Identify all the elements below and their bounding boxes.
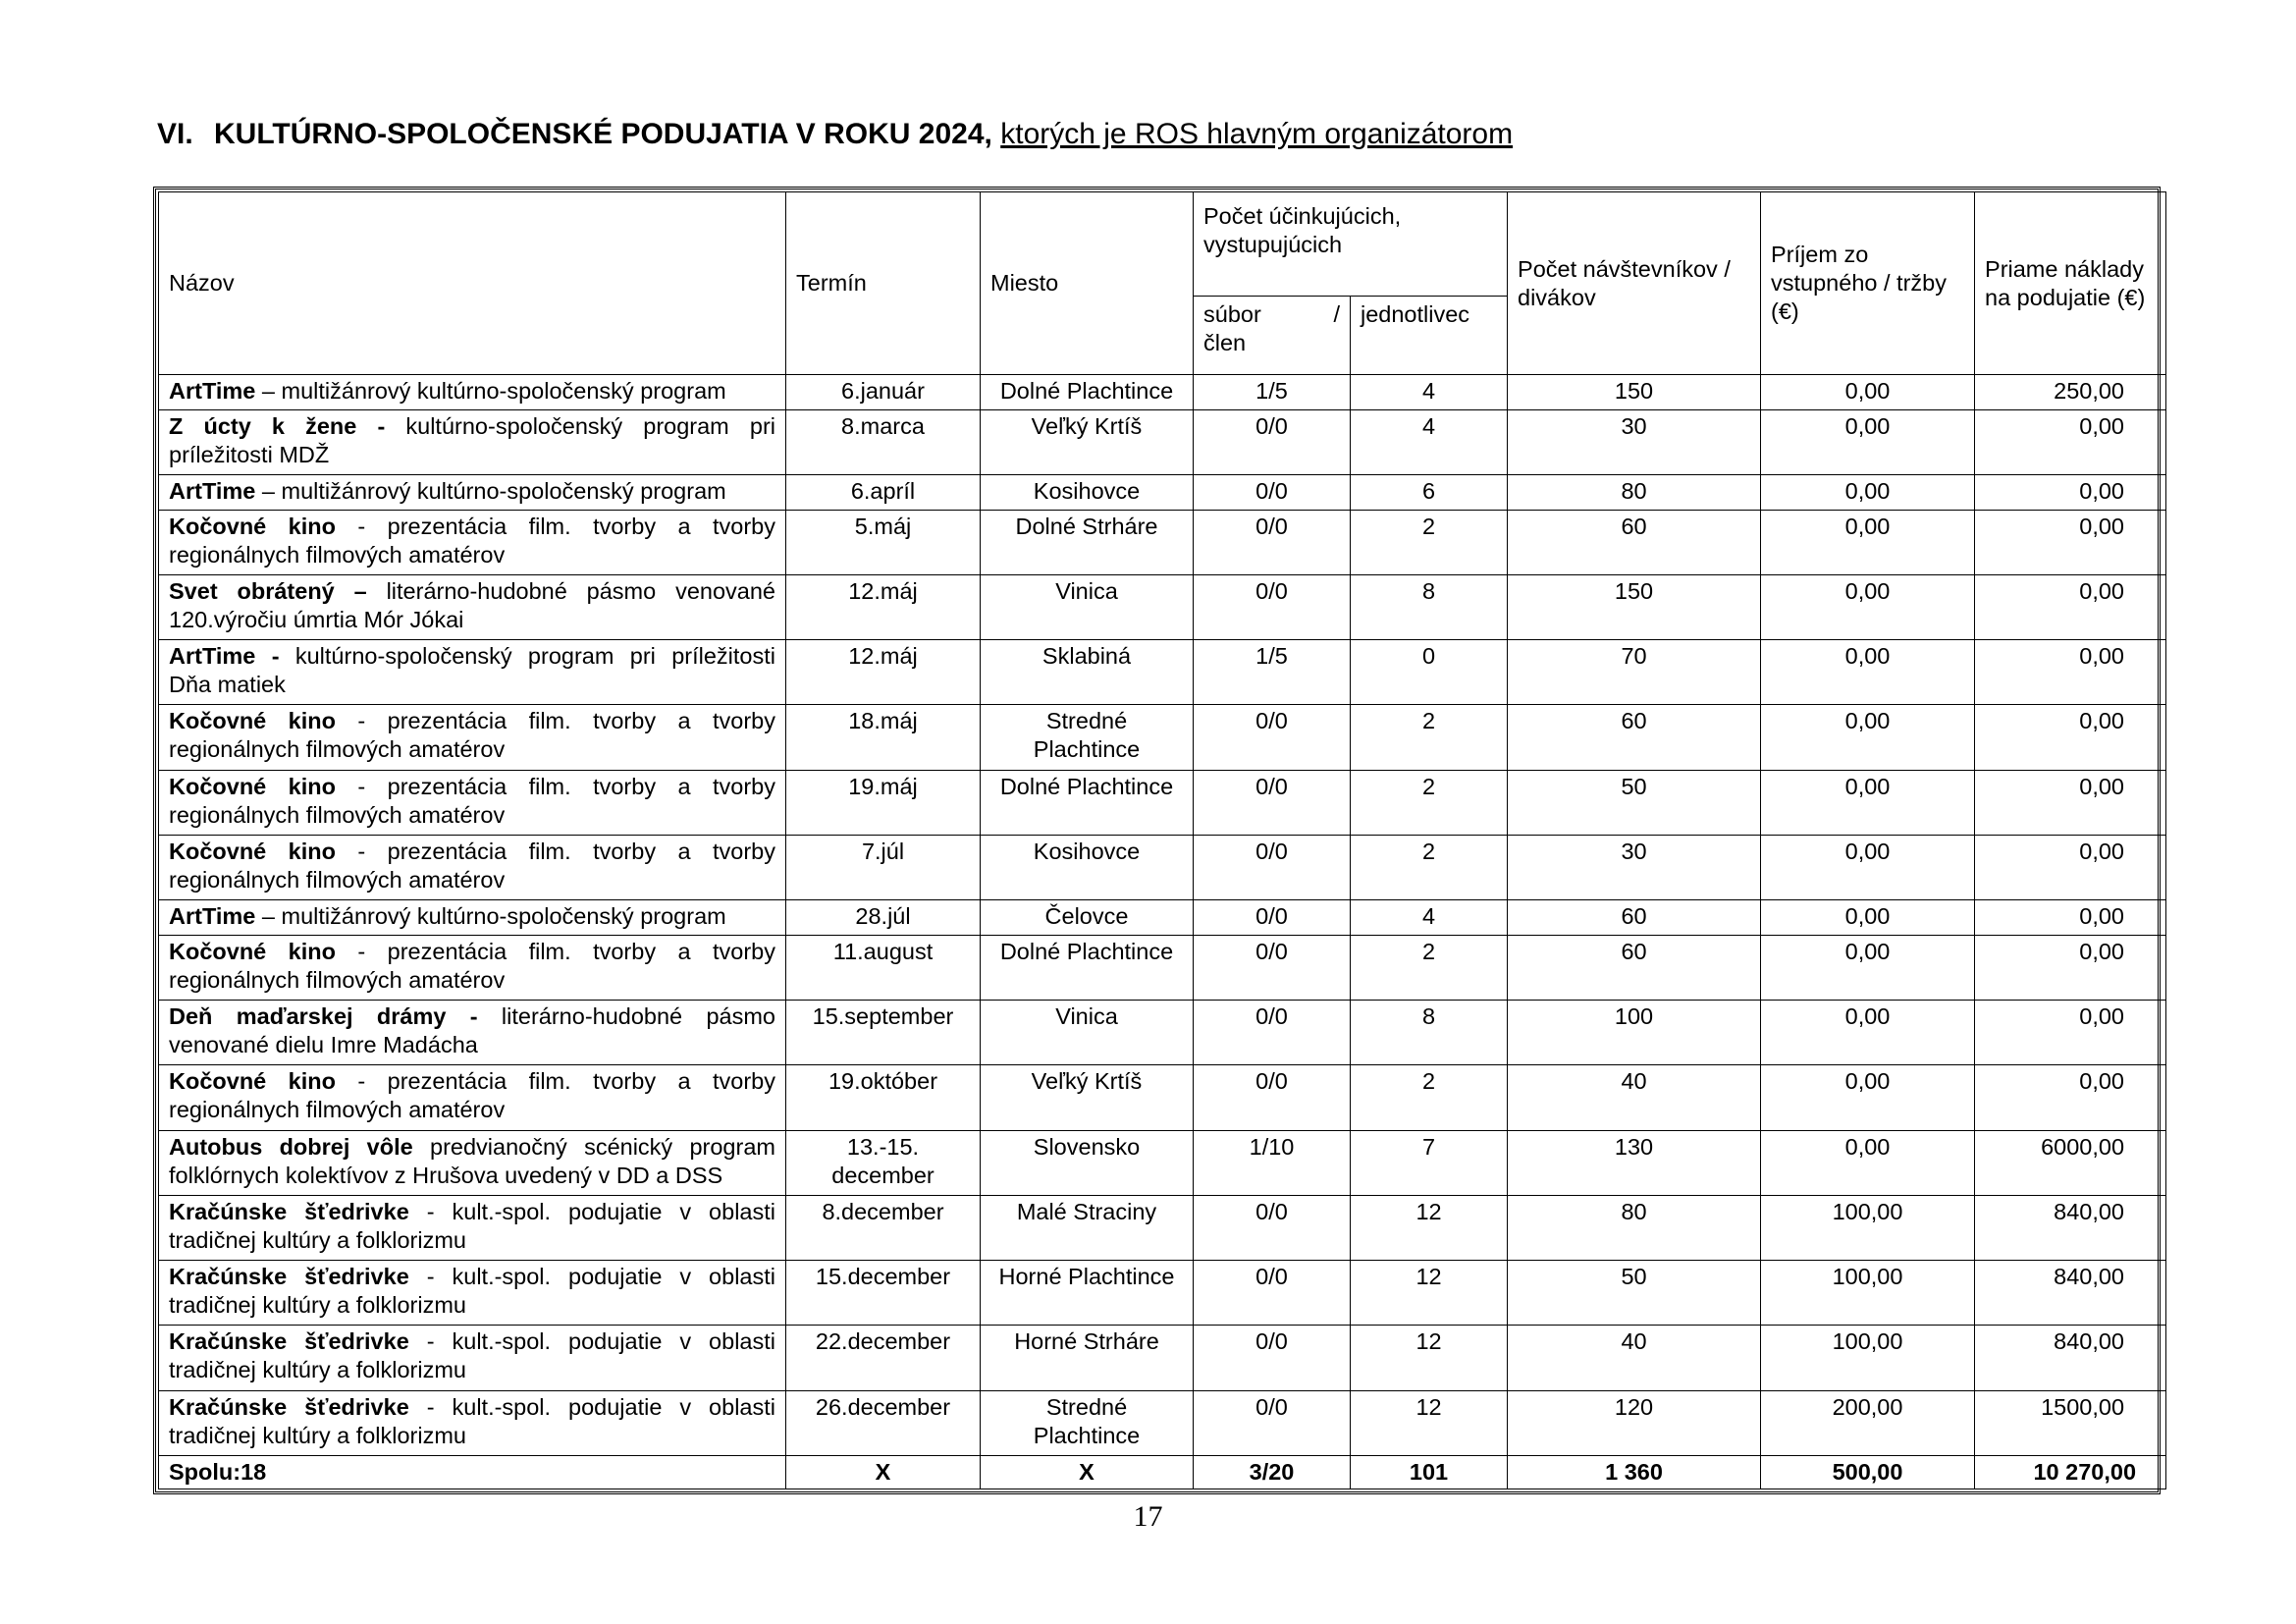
row-subor: 1/5 [1194,640,1351,705]
row-navstevnici: 50 [1508,1261,1761,1326]
table-row [159,1195,2166,1260]
row-nazov-rest: – multižánrový kultúrno-spoločenský program [255,378,726,404]
row-nazov-bold: Kočovné kino [169,773,336,799]
header-subor-clen [1194,297,1351,375]
row-navstevnici: 50 [1508,770,1761,835]
row-naklady: 0,00 [1975,510,2166,574]
row-prijem: 0,00 [1761,705,1975,770]
table-row [159,770,2166,835]
row-termin: 15.december [786,1261,981,1326]
row-nazov [159,640,786,705]
row-nazov-bold: ArtTime [169,378,256,404]
header-prijem: Príjem zo vstupného / tržby (€) [1761,192,1975,375]
row-nazov [159,1326,786,1390]
row-nazov [159,474,786,510]
row-jednotlivec: 8 [1351,1001,1508,1065]
row-prijem: 0,00 [1761,574,1975,639]
row-prijem: 0,00 [1761,1065,1975,1130]
row-naklady: 840,00 [1975,1326,2166,1390]
row-naklady: 840,00 [1975,1261,2166,1326]
row-nazov [159,574,786,639]
table-row [159,1326,2166,1390]
events-table [158,191,2166,1489]
row-jednotlivec: 2 [1351,835,1508,899]
table-row [159,409,2166,474]
row-termin: 19.október [786,1065,981,1130]
row-naklady: 0,00 [1975,409,2166,474]
row-nazov-bold: Kočovné kino [169,838,336,864]
row-nazov [159,835,786,899]
row-naklady: 0,00 [1975,1065,2166,1130]
header-subor-text: súbor [1203,301,1261,327]
row-miesto: Kosihovce [981,474,1194,510]
table-row [159,1130,2166,1195]
total-navstevnici: 1 360 [1508,1456,1761,1489]
row-subor: 0/0 [1194,1001,1351,1065]
page-number: 17 [1133,1500,1163,1533]
table-row [159,640,2166,705]
row-nazov [159,1130,786,1195]
total-naklady: 10 270,00 [1975,1456,2166,1489]
header-jednotlivec: jednotlivec [1351,297,1508,375]
row-termin: 8.december [786,1195,981,1260]
row-termin: 15.september [786,1001,981,1065]
row-naklady: 0,00 [1975,705,2166,770]
row-nazov-bold: Kračúnske šťedrivke [169,1328,409,1355]
row-nazov [159,1195,786,1260]
row-nazov [159,375,786,410]
header-termin: Termín [786,192,981,375]
events-table-frame [153,187,2161,1494]
row-prijem: 100,00 [1761,1195,1975,1260]
row-nazov [159,510,786,574]
row-navstevnici: 70 [1508,640,1761,705]
table-row [159,474,2166,510]
row-subor: 0/0 [1194,409,1351,474]
row-subor: 0/0 [1194,574,1351,639]
row-nazov-bold: Svet obrátený – [169,577,367,604]
row-subor: 0/0 [1194,835,1351,899]
row-prijem: 200,00 [1761,1390,1975,1455]
row-nazov-bold: Kočovné kino [169,938,336,964]
row-nazov [159,705,786,770]
table-row [159,835,2166,899]
row-naklady: 0,00 [1975,640,2166,705]
table-row [159,574,2166,639]
table-row [159,1390,2166,1455]
row-subor: 0/0 [1194,1261,1351,1326]
row-nazov-rest: - kult.-spol. podujatie v oblasti tradičnej kultúry a folklorizmu [169,1393,775,1448]
row-termin: 18.máj [786,705,981,770]
row-prijem: 0,00 [1761,474,1975,510]
row-naklady: 250,00 [1975,375,2166,410]
row-subor: 0/0 [1194,1326,1351,1390]
row-subor: 0/0 [1194,900,1351,936]
row-navstevnici: 60 [1508,935,1761,1000]
row-nazov [159,1001,786,1065]
row-miesto: Sklabiná [981,640,1194,705]
row-termin: 19.máj [786,770,981,835]
row-navstevnici: 30 [1508,835,1761,899]
row-miesto: Malé Straciny [981,1195,1194,1260]
row-navstevnici: 30 [1508,409,1761,474]
total-subor: 3/20 [1194,1456,1351,1489]
row-subor: 0/0 [1194,1390,1351,1455]
row-nazov-rest: literárno-hudobné pásmo venované dielu Imre Madácha [169,1003,775,1058]
row-subor: 0/0 [1194,1065,1351,1130]
total-miesto: X [981,1456,1194,1489]
row-prijem: 0,00 [1761,835,1975,899]
row-termin: 13.-15. december [786,1130,981,1195]
row-miesto: Horné Plachtince [981,1261,1194,1326]
row-naklady: 0,00 [1975,935,2166,1000]
row-miesto: Horné Strháre [981,1326,1194,1390]
row-nazov-rest: – multižánrový kultúrno-spoločenský program [255,903,726,930]
row-prijem: 100,00 [1761,1326,1975,1390]
row-jednotlivec: 4 [1351,900,1508,936]
total-row [159,1456,2166,1489]
header-pocet-navstevnikov: Počet návštevníkov / divákov [1508,192,1761,375]
row-navstevnici: 40 [1508,1326,1761,1390]
row-nazov [159,770,786,835]
row-nazov-rest: – multižánrový kultúrno-spoločenský program [255,477,726,504]
row-nazov-rest: kultúrno-spoločenský program pri príležitosti Dňa matiek [169,643,775,698]
row-naklady: 6000,00 [1975,1130,2166,1195]
row-nazov-rest: - kult.-spol. podujatie v oblasti tradičnej kultúry a folklorizmu [169,1198,775,1253]
row-jednotlivec: 7 [1351,1130,1508,1195]
row-nazov [159,900,786,936]
row-navstevnici: 80 [1508,474,1761,510]
row-miesto: Veľký Krtíš [981,1065,1194,1130]
table-body [159,375,2166,1456]
row-nazov-rest: - kult.-spol. podujatie v oblasti tradičnej kultúry a folklorizmu [169,1328,775,1383]
row-jednotlivec: 2 [1351,935,1508,1000]
row-nazov [159,1065,786,1130]
table-row [159,1065,2166,1130]
row-nazov-rest: - prezentácia film. tvorby a tvorby regionálnych filmových amatérov [169,773,775,828]
row-jednotlivec: 8 [1351,574,1508,639]
row-nazov-bold: Kračúnske šťedrivke [169,1393,409,1420]
header-pocet-ucinkujucich: Počet účinkujúcich, vystupujúcich [1194,192,1508,297]
row-navstevnici: 150 [1508,574,1761,639]
row-jednotlivec: 12 [1351,1326,1508,1390]
row-navstevnici: 80 [1508,1195,1761,1260]
row-prijem: 0,00 [1761,935,1975,1000]
row-naklady: 0,00 [1975,835,2166,899]
row-subor: 0/0 [1194,935,1351,1000]
total-jednotlivec: 101 [1351,1456,1508,1489]
row-jednotlivec: 4 [1351,375,1508,410]
row-navstevnici: 130 [1508,1130,1761,1195]
row-nazov-rest: kultúrno-spoločenský program pri príležitosti MDŽ [169,412,775,467]
total-label: Spolu:18 [159,1456,786,1489]
row-termin: 26.december [786,1390,981,1455]
row-nazov-bold: ArtTime - [169,643,280,670]
row-termin: 7.júl [786,835,981,899]
table-row [159,375,2166,410]
table-row [159,1001,2166,1065]
row-prijem: 0,00 [1761,640,1975,705]
total-termin: X [786,1456,981,1489]
row-nazov-rest: - kult.-spol. podujatie v oblasti tradičnej kultúry a folklorizmu [169,1264,775,1319]
row-termin: 11.august [786,935,981,1000]
row-jednotlivec: 12 [1351,1390,1508,1455]
row-termin: 12.máj [786,574,981,639]
row-subor: 0/0 [1194,474,1351,510]
row-nazov-bold: ArtTime [169,903,256,930]
row-miesto: Dolné Plachtince [981,375,1194,410]
row-miesto: Vinica [981,1001,1194,1065]
row-miesto: Stredné Plachtince [981,705,1194,770]
row-miesto: Dolné Plachtince [981,770,1194,835]
row-miesto: Vinica [981,574,1194,639]
row-prijem: 0,00 [1761,1130,1975,1195]
section-title: KULTÚRNO-SPOLOČENSKÉ PODUJATIA V ROKU 2024, [214,118,992,150]
row-prijem: 0,00 [1761,375,1975,410]
row-miesto: Čelovce [981,900,1194,936]
row-miesto: Kosihovce [981,835,1194,899]
row-subor: 0/0 [1194,770,1351,835]
table-row [159,1261,2166,1326]
section-subtitle: ktorých je ROS hlavným organizátorom [1000,118,1514,150]
row-nazov-rest: - prezentácia film. tvorby a tvorby regionálnych filmových amatérov [169,708,775,763]
row-nazov-bold: Kočovné kino [169,513,336,539]
row-jednotlivec: 2 [1351,1065,1508,1130]
row-prijem: 100,00 [1761,1261,1975,1326]
row-nazov-bold: Z úcty k žene - [169,412,386,439]
row-nazov-rest: - prezentácia film. tvorby a tvorby regionálnych filmových amatérov [169,838,775,893]
row-naklady: 0,00 [1975,574,2166,639]
row-termin: 22.december [786,1326,981,1390]
row-subor: 1/5 [1194,375,1351,410]
row-nazov-bold: Kračúnske šťedrivke [169,1198,409,1224]
row-navstevnici: 120 [1508,1390,1761,1455]
row-termin: 28.júl [786,900,981,936]
row-naklady: 0,00 [1975,474,2166,510]
row-jednotlivec: 2 [1351,510,1508,574]
row-miesto: Slovensko [981,1130,1194,1195]
row-nazov-rest: predvianočný scénický program folklórnych kolektívov z Hrušova uvedený v DD a DSS [169,1133,775,1188]
row-nazov-bold: Kračúnske šťedrivke [169,1264,409,1290]
row-jednotlivec: 12 [1351,1261,1508,1326]
row-nazov-bold: Kočovné kino [169,708,336,734]
row-miesto: Dolné Strháre [981,510,1194,574]
row-jednotlivec: 4 [1351,409,1508,474]
row-jednotlivec: 6 [1351,474,1508,510]
table-row [159,935,2166,1000]
row-jednotlivec: 2 [1351,705,1508,770]
row-subor: 0/0 [1194,1195,1351,1260]
row-nazov [159,1390,786,1455]
header-clen-text: člen [1203,330,1247,355]
row-miesto: Stredné Plachtince [981,1390,1194,1455]
total-prijem: 500,00 [1761,1456,1975,1489]
row-nazov-rest: - prezentácia film. tvorby a tvorby regionálnych filmových amatérov [169,513,775,568]
row-miesto: Veľký Krtíš [981,409,1194,474]
row-jednotlivec: 12 [1351,1195,1508,1260]
row-prijem: 0,00 [1761,770,1975,835]
table-row [159,900,2166,936]
header-nazov: Názov [159,192,786,375]
section-heading [157,116,1513,153]
row-naklady: 840,00 [1975,1195,2166,1260]
row-navstevnici: 60 [1508,900,1761,936]
row-naklady: 0,00 [1975,1001,2166,1065]
row-navstevnici: 100 [1508,1001,1761,1065]
row-prijem: 0,00 [1761,409,1975,474]
row-nazov-bold: Autobus dobrej vôle [169,1133,413,1160]
row-navstevnici: 60 [1508,510,1761,574]
row-nazov-rest: literárno-hudobné pásmo venované 120.výročiu úmrtia Mór Jókai [169,577,775,632]
row-jednotlivec: 0 [1351,640,1508,705]
row-nazov-bold: ArtTime [169,477,256,504]
row-nazov-rest: - prezentácia film. tvorby a tvorby regionálnych filmových amatérov [169,938,775,993]
row-navstevnici: 150 [1508,375,1761,410]
header-priame-naklady: Priame náklady na podujatie (€) [1975,192,2166,375]
row-nazov-bold: Deň maďarskej drámy - [169,1003,478,1030]
row-nazov-rest: - prezentácia film. tvorby a tvorby regionálnych filmových amatérov [169,1068,775,1123]
row-subor: 1/10 [1194,1130,1351,1195]
row-subor: 0/0 [1194,510,1351,574]
row-termin: 6.apríl [786,474,981,510]
row-miesto: Dolné Plachtince [981,935,1194,1000]
row-navstevnici: 40 [1508,1065,1761,1130]
section-number: VI. [157,118,193,150]
row-nazov [159,1261,786,1326]
row-naklady: 1500,00 [1975,1390,2166,1455]
row-nazov [159,409,786,474]
row-subor: 0/0 [1194,705,1351,770]
row-termin: 12.máj [786,640,981,705]
row-navstevnici: 60 [1508,705,1761,770]
row-prijem: 0,00 [1761,900,1975,936]
row-naklady: 0,00 [1975,900,2166,936]
table-row [159,510,2166,574]
row-naklady: 0,00 [1975,770,2166,835]
row-nazov-bold: Kočovné kino [169,1068,336,1095]
row-nazov [159,935,786,1000]
table-row [159,705,2166,770]
row-prijem: 0,00 [1761,510,1975,574]
row-jednotlivec: 2 [1351,770,1508,835]
header-miesto: Miesto [981,192,1194,375]
row-prijem: 0,00 [1761,1001,1975,1065]
row-termin: 8.marca [786,409,981,474]
row-termin: 5.máj [786,510,981,574]
row-termin: 6.január [786,375,981,410]
header-subor-slash: / [1333,301,1340,327]
